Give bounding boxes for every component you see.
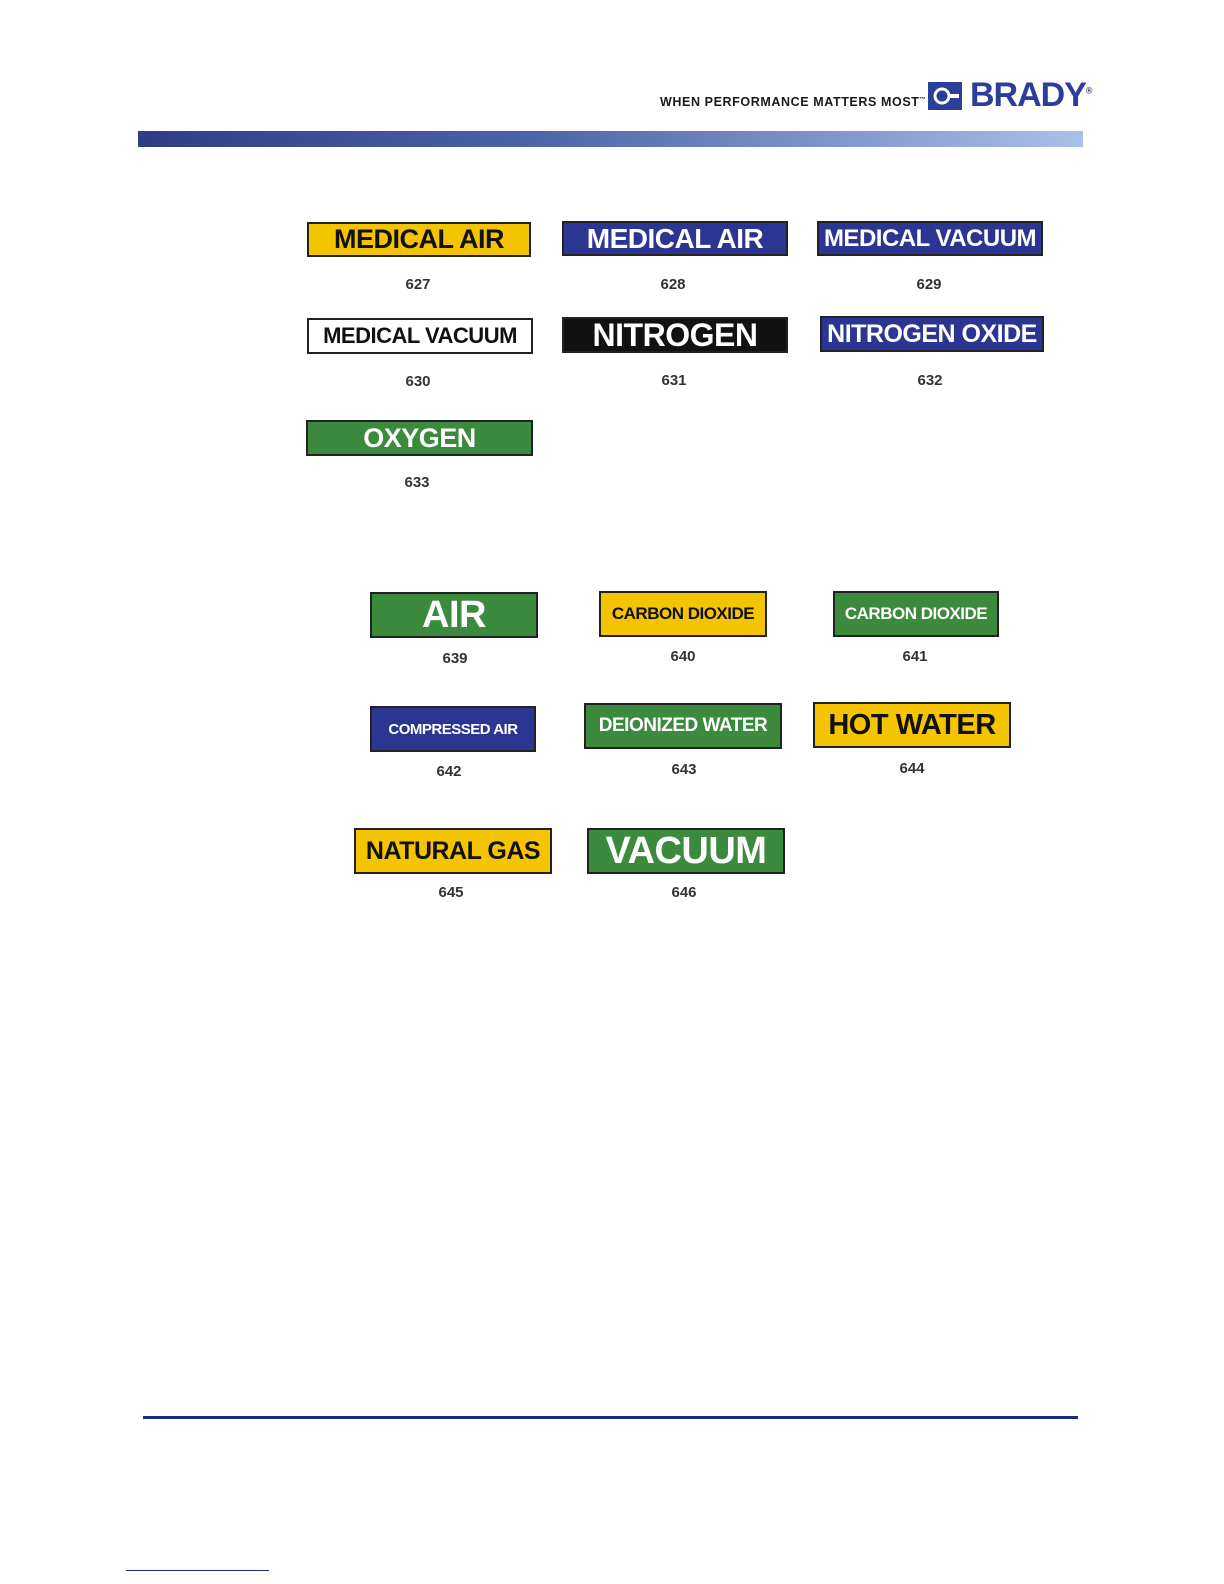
footnote-rule: [126, 1570, 269, 1571]
sign-632: NITROGEN OXIDE: [820, 316, 1044, 352]
sign-643: DEIONIZED WATER: [584, 703, 782, 749]
sign-number-630: 630: [405, 373, 431, 390]
sign-642: COMPRESSED AIR: [370, 706, 536, 752]
sign-640: CARBON DIOXIDE: [599, 591, 767, 637]
brady-logo: BRADY®: [970, 76, 1092, 114]
sign-number-643: 643: [671, 761, 697, 778]
sign-639: AIR: [370, 592, 538, 638]
sign-633: OXYGEN: [306, 420, 533, 456]
sign-number-632: 632: [917, 372, 943, 389]
sign-number-631: 631: [661, 372, 687, 389]
sign-number-641: 641: [902, 648, 928, 665]
sign-630: MEDICAL VACUUM: [307, 318, 533, 354]
sign-641: CARBON DIOXIDE: [833, 591, 999, 637]
sign-629: MEDICAL VACUUM: [817, 221, 1043, 256]
sign-646: VACUUM: [587, 828, 785, 874]
sign-number-645: 645: [438, 884, 464, 901]
sign-number-627: 627: [405, 276, 431, 293]
sign-number-633: 633: [404, 474, 430, 491]
brand-tagline: WHEN PERFORMANCE MATTERS MOST™: [660, 95, 927, 109]
sign-number-642: 642: [436, 763, 462, 780]
sign-number-640: 640: [670, 648, 696, 665]
sign-627: MEDICAL AIR: [307, 222, 531, 257]
sign-number-629: 629: [916, 276, 942, 293]
sign-645: NATURAL GAS: [354, 828, 552, 874]
header-bar: [138, 131, 1083, 147]
sign-644: HOT WATER: [813, 702, 1011, 748]
page-header: [0, 0, 1224, 160]
sign-number-628: 628: [660, 276, 686, 293]
brady-logo-icon: [928, 82, 962, 110]
sign-number-644: 644: [899, 760, 925, 777]
sign-number-646: 646: [671, 884, 697, 901]
sign-number-639: 639: [442, 650, 468, 667]
sign-631: NITROGEN: [562, 317, 788, 353]
footer-rule: [143, 1416, 1078, 1419]
sign-628: MEDICAL AIR: [562, 221, 788, 256]
